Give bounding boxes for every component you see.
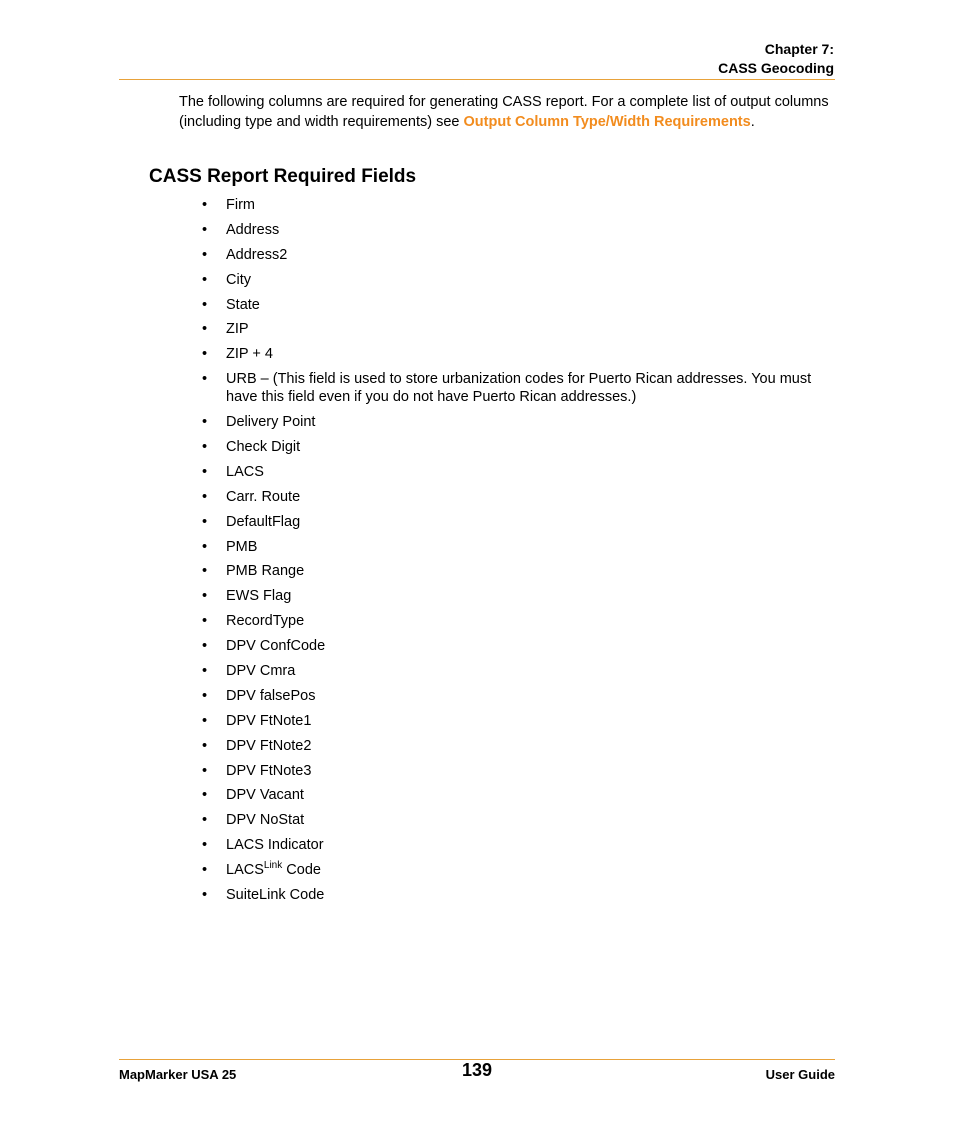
field-name: Firm [226,197,255,213]
list-item [200,737,835,755]
field-name: DPV falsePos [226,687,316,704]
bullet-icon: • [202,687,208,704]
list-item [200,296,835,314]
list-item [200,370,835,406]
field-name: RecordType [226,613,305,630]
header-divider [119,79,835,80]
bullet-icon: • [202,321,208,338]
section-title: CASS Geocoding [718,60,834,76]
field-name: Delivery Point [226,414,316,431]
field-name-tail: Code [282,862,321,879]
intro-text: The following columns are required for generating CASS report. For a complete list of output columns (including type and width requirements) see [179,94,829,130]
field-name: SuiteLink Code [226,887,325,904]
bullet-icon: • [202,463,208,480]
field-name: Carr. Route [226,488,301,505]
field-name: PMB Range [226,563,305,580]
list-item [200,762,835,780]
list-item [200,438,835,456]
bullet-icon: • [202,371,208,388]
bullet-icon: • [202,197,208,213]
bullet-icon: • [202,812,208,829]
bullet-icon: • [202,271,208,288]
bullet-icon: • [202,663,208,680]
field-name: Check Digit [226,439,301,456]
field-name: LACS [226,463,264,480]
intro-paragraph [179,92,835,132]
field-name: URB – (This field is used to store urbanization codes for Puerto Rican addresses. You must have this field even if you do not have Puerto Rican addresses.) [226,371,812,406]
field-name: City [226,271,251,288]
field-name: DPV Vacant [226,787,304,804]
list-item [200,538,835,556]
field-name: DPV FtNote2 [226,737,312,754]
bullet-icon: • [202,737,208,754]
bullet-icon: • [202,588,208,605]
field-name: DPV Cmra [226,663,296,680]
list-item-lacslink [200,861,835,879]
bullet-icon: • [202,513,208,530]
bullet-icon: • [202,439,208,456]
list-item [200,836,835,854]
required-fields-list [200,196,835,911]
list-item [200,662,835,680]
list-item [200,413,835,431]
list-item [200,612,835,630]
product-name: MapMarker USA 25 [119,1067,237,1082]
list-item [200,271,835,289]
list-item [200,712,835,730]
page-header [718,40,834,78]
list-item [200,637,835,655]
list-item [200,587,835,605]
section-heading: CASS Report Required Fields [149,166,417,187]
bullet-icon: • [202,862,208,879]
bullet-icon: • [202,613,208,630]
list-item [200,886,835,904]
list-item [200,320,835,338]
superscript-text: Link [263,860,283,872]
guide-title: User Guide [765,1067,835,1082]
field-name: DPV ConfCode [226,638,326,655]
field-name: EWS Flag [226,588,292,605]
bullet-icon: • [202,346,208,363]
field-name: LACS Indicator [226,837,324,854]
bullet-icon: • [202,563,208,580]
field-name: ZIP + 4 [226,346,273,363]
field-name: DPV FtNote1 [226,712,312,729]
field-name: State [226,296,260,313]
list-item [200,811,835,829]
field-name: ZIP [226,321,249,338]
page-number: 139 [461,1060,493,1080]
list-item [200,786,835,804]
list-item [200,513,835,531]
bullet-icon: • [202,538,208,555]
bullet-icon: • [202,488,208,505]
field-name: DPV FtNote3 [226,762,312,779]
bullet-icon: • [202,296,208,313]
list-item [200,687,835,705]
field-name: DPV NoStat [226,812,305,829]
list-item [200,221,835,239]
list-item [200,246,835,264]
list-item [200,345,835,363]
list-item [200,463,835,481]
output-column-requirements-link[interactable]: Output Column Type/Width Requirements [463,114,751,130]
bullet-icon: • [202,246,208,263]
list-item [200,488,835,506]
bullet-icon: • [202,762,208,779]
bullet-icon: • [202,887,208,904]
bullet-icon: • [202,837,208,854]
field-name: Address2 [226,246,288,263]
intro-text-end: . [750,114,755,130]
bullet-icon: • [202,414,208,431]
list-item [200,562,835,580]
bullet-icon: • [202,712,208,729]
bullet-icon: • [202,221,208,238]
field-name: Address [226,221,280,238]
bullet-icon: • [202,787,208,804]
field-name: DefaultFlag [226,513,301,530]
list-item [200,196,835,214]
bullet-icon: • [202,638,208,655]
chapter-label: Chapter 7: [764,41,834,57]
field-name: LACS [226,862,264,879]
field-name: PMB [226,538,258,555]
